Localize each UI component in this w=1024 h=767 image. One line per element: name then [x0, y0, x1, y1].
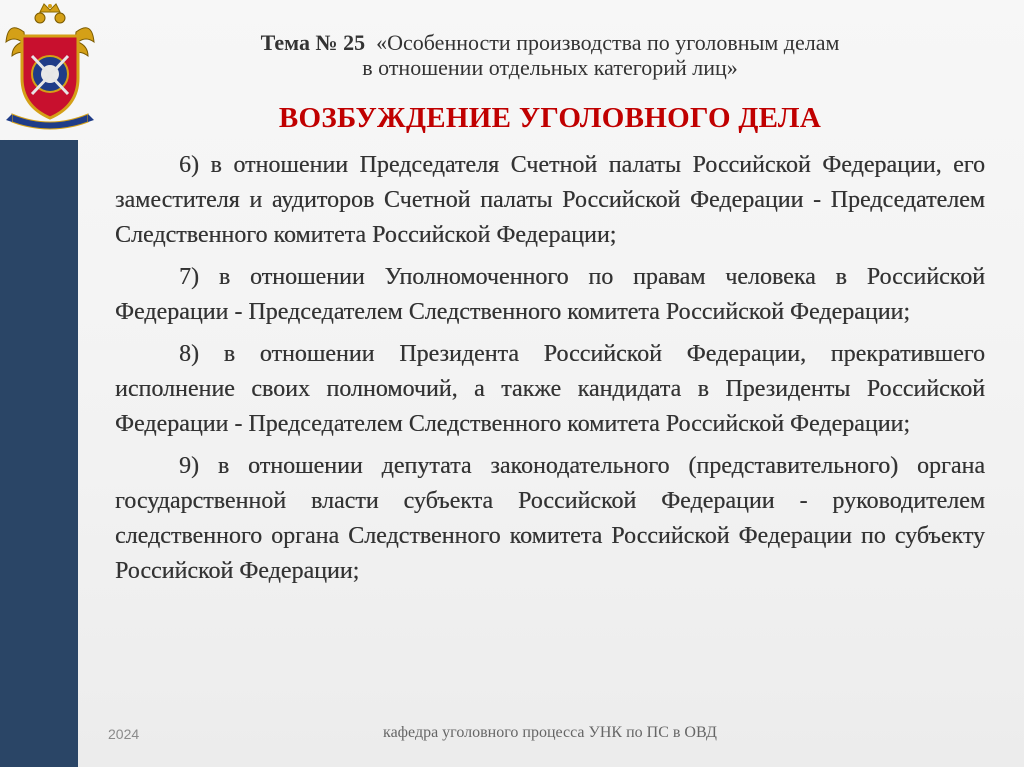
topic-number: Тема № 25	[260, 30, 366, 55]
topic-name-line-1: «Особенности производства по уголовным делам	[376, 30, 840, 55]
topic-line-1	[180, 30, 920, 55]
list-item: 7) в отношении Уполномоченного по правам человека в Российской Федерации - Председателем Следственного комитета Российской Федерации;	[115, 264, 985, 325]
emblem-icon	[4, 2, 96, 130]
topic-name-line-2: в отношении отдельных категорий лиц»	[362, 55, 738, 80]
footer-department: кафедра уголовного процесса УНК по ПС в ОВД	[383, 724, 717, 741]
topic-title	[180, 30, 920, 80]
sidebar-bar	[0, 140, 78, 767]
list-item: 8) в отношении Президента Российской Федерации, прекратившего исполнение своих полномочий, а также кандидата в Президенты Российской Федерации - Председателем Следственного комитета Российской Федерации;	[115, 341, 985, 437]
footer-year: 2024	[108, 726, 140, 742]
section-headline: ВОЗБУЖДЕНИЕ УГОЛОВНОГО ДЕЛА	[278, 102, 822, 134]
content-body	[115, 148, 985, 596]
list-item: 9) в отношении депутата законодательного (представительного) органа государственной власти субъекта Российской Федерации - руководителем следственного органа Следственного комитета Российской Федерации по субъекту Российской Федерации;	[115, 453, 985, 584]
list-item: 6) в отношении Председателя Счетной палаты Российской Федерации, его заместителя и аудиторов Счетной палаты Российской Федерации - Председателем Следственного комитета Российской Федерации;	[115, 152, 985, 248]
